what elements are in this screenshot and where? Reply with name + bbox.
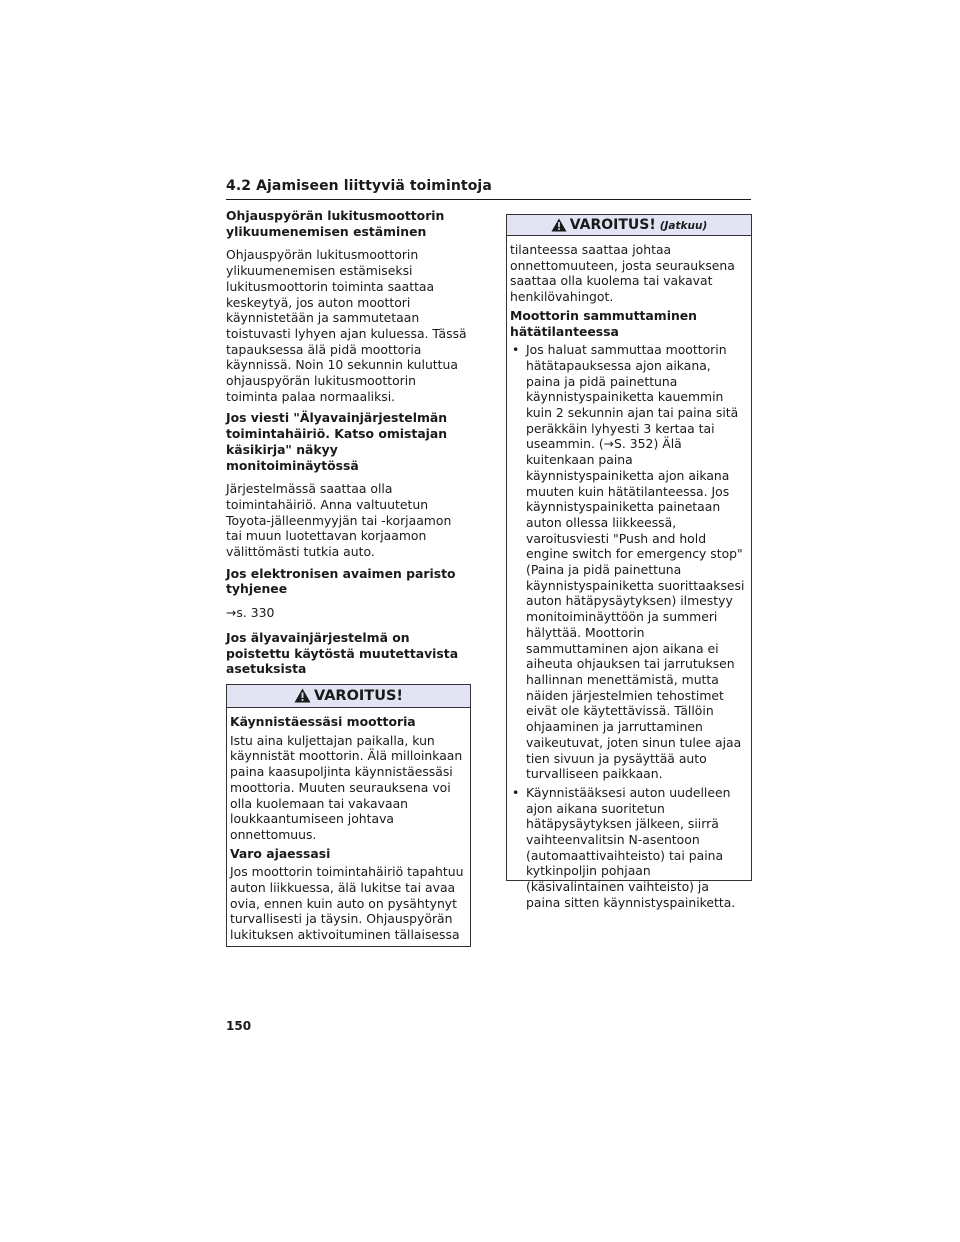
warning-text-starting: Istu aina kuljettajan paikalla, kun käynnistät moottorin. Älä milloinkaan paina kaasupoljinta käynnistäessäsi moottoria. Muuten seurauksena voi olla kuolemaan tai vakavaan loukkaantumiseen johtava onnettomuus. — [230, 732, 463, 842]
continued-label: (Jatkuu) — [659, 220, 708, 232]
bullet-text-emergency-stop: Jos haluat sammuttaa moottorin hätätapauksessa ajon aikana, paina ja pidä painettuna käynnistyspainiketta kauemmin kuin 2 sekunnin ajan tai paina sitä peräkkäin lyhyesti 3 kertaa tai useammin. (→S. 352) Älä kuitenkaan paina käynnistyspainiketta ajon aikana muuten kuin hätätilanteessa. Jos käynnistyspainiketta painetaan auton ollessa liikkeessä, varoitusviesti "Push and hold engine switch for emergency stop" (Paina ja pidä painettuna käynnistyspainiketta suorittaaksesi auton hätäpysäytyksen) ilmestyy monitoiminäyttöön ja summeri hälyttää. Moottorin sammuttaminen ajon aikana ei aiheuta ohjauksen tai jarrutuksen hallinnan menettämistä, mutta näiden järjestelmien tehostimet eivät ole käytettävissä. Tällöin ohjaaminen ja jarruttaminen vaikeutuvat, joten sinun tulee ajaa tien sivuun ja pysäyttää auto turvalliseen paikkaan. — [526, 342, 745, 782]
warning-title: VAROITUS! — [313, 688, 404, 704]
heading-malfunction-message: Jos viesti "Älyavainjärjestelmän toimintahäiriö. Katso omistajan käsikirja" näkyy monitoiminäytössä — [226, 410, 448, 473]
warning-text-continued: tilanteessa saattaa johtaa onnettomuuteen, josta seurauksena saattaa olla kuolema tai vakavat henkilövahingot. — [510, 242, 735, 305]
bullet-marker: • — [512, 784, 520, 800]
heading-lock-motor: Ohjauspyörän lukitusmoottorin ylikuumenemisen estäminen — [226, 208, 445, 239]
section-divider — [226, 199, 751, 200]
warning-header-continued — [507, 215, 751, 236]
warning-sub-driving: Varo ajaessasi — [230, 845, 331, 861]
bullet-item — [510, 785, 747, 911]
warning-sub-starting: Käynnistäessäsi moottoria — [230, 714, 416, 729]
left-column — [226, 208, 471, 710]
paragraph-lock-motor: Ohjauspyörän lukitusmoottorin ylikuumenemisen estämiseksi lukitusmoottorin toiminta saattaa keskeytyä, jos auton moottori käynnistetään ja sammutetaan toistuvasti lyhyen ajan kuluessa. Tässä tapauksessa älä pidä moottoria käynnissä. Noin 10 sekunnin kuluttua ohjauspyörän lukitusmoottorin toiminta palaa normaaliksi. — [226, 247, 467, 404]
page-reference-330: →s. 330 — [226, 605, 275, 621]
warning-box-right — [506, 214, 752, 910]
warning-title: VAROITUS! — [569, 217, 656, 233]
bullet-marker: • — [512, 342, 520, 358]
paragraph-malfunction: Järjestelmässä saattaa olla toimintahäiriö. Anna valtuutetun Toyota-jälleenmyyjän tai -korjaamon tai muun luotettavan korjaamon välittömästi tutkia auto. — [226, 481, 452, 560]
heading-smart-key-disabled: Jos älyavainjärjestelmä on poistettu käytöstä muutettavista asetuksista — [226, 629, 459, 677]
section-title: 4.2 Ajamiseen liittyviä toimintoja — [226, 178, 492, 194]
warning-triangle-icon — [294, 688, 311, 710]
warning-box-left — [226, 684, 471, 947]
page-number: 150 — [226, 1019, 252, 1033]
bullet-text-restart: Käynnistääksesi auton uudelleen ajon aikana suoritetun hätäpysäytyksen jälkeen, siirrä vaihteenvalitsin N-asentoon (automaattivaihteisto) tai paina kytkinpoljin pohjaan (käsivalintainen vaihteisto) ja paina sitten käynnistyspainiketta. — [526, 784, 736, 910]
bullet-item — [510, 342, 747, 782]
warning-text-driving: Jos moottorin toimintahäiriö tapahtuu auton liikkuessa, älä lukitse tai avaa ovia, ennen kuin auto on pysähtynyt turvallisesti ja täysin. Ohjauspyörän lukituksen aktivoituminen tällaisessa — [230, 864, 464, 943]
warning-header — [227, 685, 470, 708]
heading-key-battery: Jos elektronisen avaimen paristo tyhjenee — [226, 565, 456, 597]
warning-triangle-icon — [551, 218, 567, 238]
warning-sub-emergency-stop: Moottorin sammuttaminen hätätilanteessa — [510, 307, 697, 339]
